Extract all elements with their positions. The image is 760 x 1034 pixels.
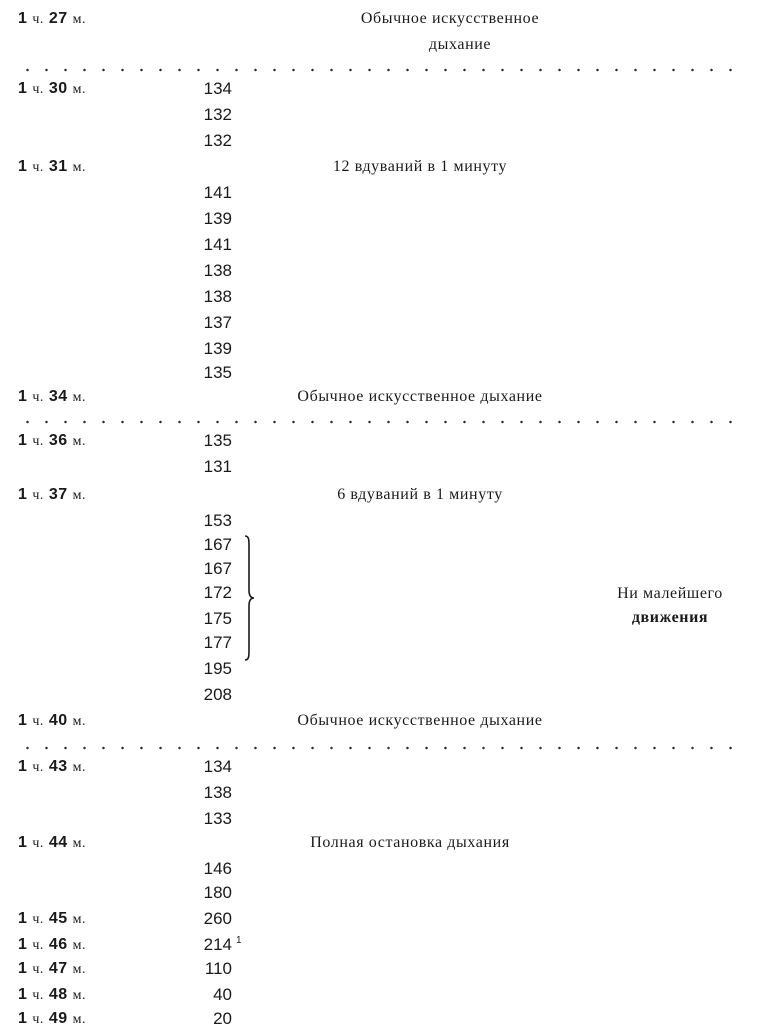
side-annotation — [590, 582, 750, 630]
pressure-value: 134 — [203, 79, 232, 98]
log-row — [0, 258, 760, 284]
procedure-note: 12 вдуваний в 1 минуту — [332, 158, 508, 175]
pressure-value: 40 — [213, 985, 232, 1004]
time-label: 1 ч. 37 м. — [18, 486, 86, 503]
pressure-value: 139 — [203, 339, 232, 358]
pressure-value: 135 — [203, 363, 232, 382]
log-row — [0, 310, 760, 336]
log-row — [0, 982, 760, 1008]
log-row — [0, 780, 760, 806]
log-row — [0, 154, 760, 180]
pressure-value: 132 — [203, 105, 232, 124]
log-row — [0, 206, 760, 232]
curly-brace — [242, 534, 256, 662]
time-label: 1 ч. 31 м. — [18, 158, 86, 175]
log-row — [0, 806, 760, 832]
footnote-marker: 1 — [236, 935, 242, 946]
log-row — [0, 102, 760, 128]
pressure-value: 20 — [213, 1009, 232, 1028]
log-row — [0, 556, 760, 582]
pressure-value: 138 — [203, 783, 232, 802]
procedure-note-continued: дыхание — [428, 36, 492, 53]
pressure-value: 135 — [203, 431, 232, 450]
time-label: 1 ч. 45 м. — [18, 910, 86, 927]
procedure-note: Обычное искусственное дыхание — [297, 388, 543, 405]
pressure-value: 146 — [203, 859, 232, 878]
pressure-value: 167 — [203, 535, 232, 554]
pressure-value: 131 — [203, 457, 232, 476]
pressure-value: 172 — [203, 583, 232, 602]
log-row — [0, 856, 760, 882]
pressure-value: 141 — [203, 235, 232, 254]
log-row — [0, 128, 760, 154]
pressure-value: 260 — [203, 909, 232, 928]
log-row — [0, 384, 760, 410]
time-label: 1 ч. 47 м. — [18, 960, 86, 977]
pressure-value: 177 — [203, 633, 232, 652]
procedure-note: Обычное искусственное — [360, 10, 540, 27]
log-row — [0, 360, 760, 386]
time-label: 1 ч. 34 м. — [18, 388, 86, 405]
procedure-note: Обычное искусственное дыхание — [297, 712, 543, 729]
time-label: 1 ч. 49 м. — [18, 1010, 86, 1027]
procedure-note: Полная остановка дыхания — [310, 834, 510, 851]
pressure-value: 134 — [203, 757, 232, 776]
dotted-separator — [18, 420, 743, 424]
log-row — [0, 482, 760, 508]
pressure-value: 141 — [203, 183, 232, 202]
log-row — [0, 336, 760, 362]
pressure-value: 132 — [203, 131, 232, 150]
log-row — [0, 180, 760, 206]
pressure-value: 180 — [203, 883, 232, 902]
log-row — [0, 630, 760, 656]
time-label: 1 ч. 36 м. — [18, 432, 86, 449]
time-label: 1 ч. 43 м. — [18, 758, 86, 775]
log-row — [0, 932, 760, 958]
log-row — [0, 880, 760, 906]
pressure-value: 137 — [203, 313, 232, 332]
procedure-note: 6 вдуваний в 1 минуту — [337, 486, 503, 503]
pressure-value: 167 — [203, 559, 232, 578]
dotted-separator — [18, 746, 743, 750]
time-label: 1 ч. 27 м. — [18, 10, 86, 27]
pressure-value: 138 — [203, 287, 232, 306]
log-row — [0, 682, 760, 708]
time-label: 1 ч. 40 м. — [18, 712, 86, 729]
pressure-value: 153 — [203, 511, 232, 530]
log-row — [0, 906, 760, 932]
dotted-separator — [18, 68, 743, 72]
side-annotation-line: Ни малейшего — [617, 585, 723, 602]
time-label: 1 ч. 48 м. — [18, 986, 86, 1003]
log-row — [0, 76, 760, 102]
side-annotation-line: движения — [631, 609, 709, 626]
log-row — [0, 956, 760, 982]
log-row — [0, 830, 760, 856]
log-row — [0, 6, 760, 32]
pressure-value: 110 — [204, 959, 232, 978]
log-row — [0, 708, 760, 734]
log-row — [0, 232, 760, 258]
pressure-value: 208 — [203, 685, 232, 704]
log-row — [0, 532, 760, 558]
log-row — [0, 32, 760, 58]
time-label: 1 ч. 46 м. — [18, 936, 86, 953]
log-row — [0, 656, 760, 682]
pressure-value: 139 — [203, 209, 232, 228]
pressure-value: 214 1 — [196, 932, 232, 958]
log-row — [0, 1006, 760, 1032]
pressure-value: 138 — [203, 261, 232, 280]
log-row — [0, 454, 760, 480]
pressure-value: 195 — [203, 659, 232, 678]
log-row — [0, 508, 760, 534]
pressure-value: 175 — [203, 609, 232, 628]
log-row — [0, 284, 760, 310]
log-row — [0, 428, 760, 454]
time-label: 1 ч. 44 м. — [18, 834, 86, 851]
time-label: 1 ч. 30 м. — [18, 80, 86, 97]
log-row — [0, 754, 760, 780]
pressure-value: 133 — [203, 809, 232, 828]
